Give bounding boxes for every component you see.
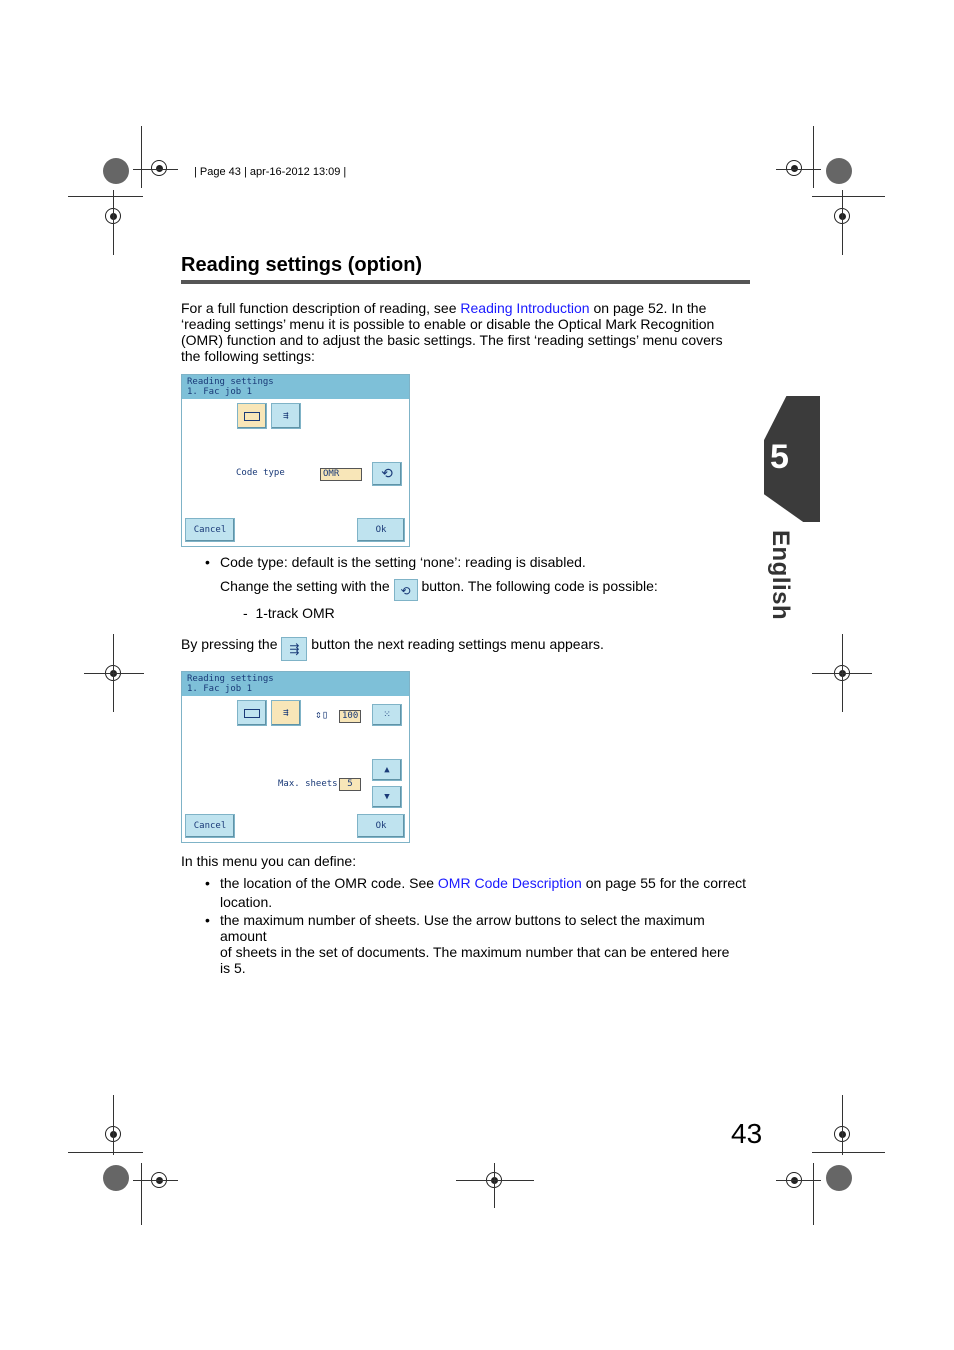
print-mark-dot xyxy=(103,158,129,184)
code-type-tab-button[interactable] xyxy=(237,403,267,429)
count-value: 100 xyxy=(339,710,361,723)
refresh-icon: ⟲ xyxy=(381,466,393,482)
next-menu-icon: ⇶ xyxy=(283,708,289,718)
location-button[interactable] xyxy=(372,704,402,726)
registration-mark xyxy=(782,156,806,180)
crop-line xyxy=(812,1152,885,1153)
crop-line xyxy=(113,190,114,255)
registration-mark xyxy=(147,156,171,180)
print-mark-dot xyxy=(826,1165,852,1191)
bullet-marker: • xyxy=(205,912,210,928)
intro-line-1: For a full function description of reading, see Reading Introduction on page 52. In the xyxy=(181,300,707,316)
max-sheets-value: 5 xyxy=(339,778,361,791)
page-number: 43 xyxy=(731,1118,763,1149)
ok-button[interactable]: Ok xyxy=(357,814,405,838)
crop-line xyxy=(813,1163,814,1225)
title-rule xyxy=(181,280,750,284)
print-mark-dot xyxy=(103,1165,129,1191)
next-menu-icon: ⇶ xyxy=(283,411,289,421)
location-icon: ⁙ xyxy=(383,710,391,720)
define-bullet-2: • the maximum number of sheets. Use the arrow buttons to select the maximum amount of sheets in the set of documents. The maximum number that can be entered here is 5. xyxy=(205,912,730,976)
change-setting-line: Change the setting with the ⟲ button. The following code is possible: xyxy=(220,578,750,601)
next-menu-icon: ⇶ xyxy=(281,637,307,661)
omr-code-description-link[interactable]: OMR Code Description xyxy=(437,875,582,891)
intro-line-3: (OMR) function and to adjust the basic settings. The first ‘reading settings’ menu covers xyxy=(181,332,723,348)
crop-line xyxy=(141,126,142,188)
next-menu-button[interactable] xyxy=(271,403,301,429)
next-menu-line: By pressing the ⇶ button the next reading settings menu appears. xyxy=(181,636,751,661)
screen-title-bar xyxy=(182,672,409,696)
code-type-tab-button[interactable] xyxy=(237,700,267,726)
crop-line xyxy=(842,190,843,255)
cancel-button[interactable]: Cancel xyxy=(185,518,235,542)
reading-settings-screen-2 xyxy=(181,671,410,843)
cancel-button[interactable]: Cancel xyxy=(185,814,235,838)
print-mark-dot xyxy=(826,158,852,184)
bullet-marker: • xyxy=(205,554,210,570)
crop-line xyxy=(141,1163,142,1225)
bullet-marker: • xyxy=(205,875,210,891)
dash-marker: - xyxy=(243,605,248,621)
sheet-count-icon: ⇕▯ xyxy=(315,708,329,721)
intro-line-4: the following settings: xyxy=(181,348,315,364)
screen-job: 1. Fac job 1 xyxy=(187,387,253,397)
sub-item-text: 1-track OMR xyxy=(255,605,335,621)
screen-title: Reading settings xyxy=(187,377,274,387)
ok-button[interactable]: Ok xyxy=(357,518,405,542)
code-type-label: Code type xyxy=(236,468,285,478)
crop-line xyxy=(813,126,814,188)
crop-line xyxy=(113,1095,114,1155)
refresh-icon: ⟲ xyxy=(394,579,418,601)
page-header: | Page 43 | apr-16-2012 13:09 | xyxy=(194,166,347,178)
arrow-up-button[interactable] xyxy=(372,759,402,781)
crop-line xyxy=(84,673,144,674)
define-bullet-1: • the location of the OMR code. See OMR Code Description on page 55 for the correct location. xyxy=(205,875,747,910)
bullet-code-type-text: Code type: default is the setting ‘none’: reading is disabled. xyxy=(220,554,586,570)
intro-paragraph xyxy=(181,300,756,364)
chapter-number: 5 xyxy=(770,438,789,476)
crop-line xyxy=(494,1163,495,1208)
screen-title-bar xyxy=(182,375,409,399)
crop-line xyxy=(456,1180,534,1181)
screen-job: 1. Fac job 1 xyxy=(187,684,253,694)
sub-item xyxy=(243,605,335,621)
language-label: English xyxy=(767,530,794,621)
crop-line xyxy=(68,196,143,197)
crop-line xyxy=(133,1180,178,1181)
screen-title: Reading settings xyxy=(187,674,274,684)
crop-line xyxy=(812,673,872,674)
code-type-change-button[interactable] xyxy=(372,462,402,486)
crop-line xyxy=(68,1152,143,1153)
arrow-up-icon: ▲ xyxy=(384,765,390,775)
crop-line xyxy=(776,169,821,170)
max-sheets-label: Max. sheets xyxy=(278,779,338,789)
code-type-value: OMR xyxy=(320,468,362,481)
crop-line xyxy=(133,169,178,170)
next-menu-button[interactable] xyxy=(271,700,301,726)
crop-line xyxy=(842,1095,843,1155)
reading-settings-screen-1 xyxy=(181,374,410,547)
crop-line xyxy=(776,1180,821,1181)
intro-line-2: ‘reading settings’ menu it is possible to enable or disable the Optical Mark Recognition xyxy=(181,316,715,332)
define-intro: In this menu you can define: xyxy=(181,853,357,869)
arrow-down-button[interactable] xyxy=(372,786,402,808)
page-title: Reading settings (option) xyxy=(181,254,423,276)
reading-introduction-link[interactable]: Reading Introduction xyxy=(460,300,590,316)
bullet-code-type xyxy=(205,554,750,570)
arrow-down-icon: ▼ xyxy=(384,792,390,802)
crop-line xyxy=(812,196,885,197)
